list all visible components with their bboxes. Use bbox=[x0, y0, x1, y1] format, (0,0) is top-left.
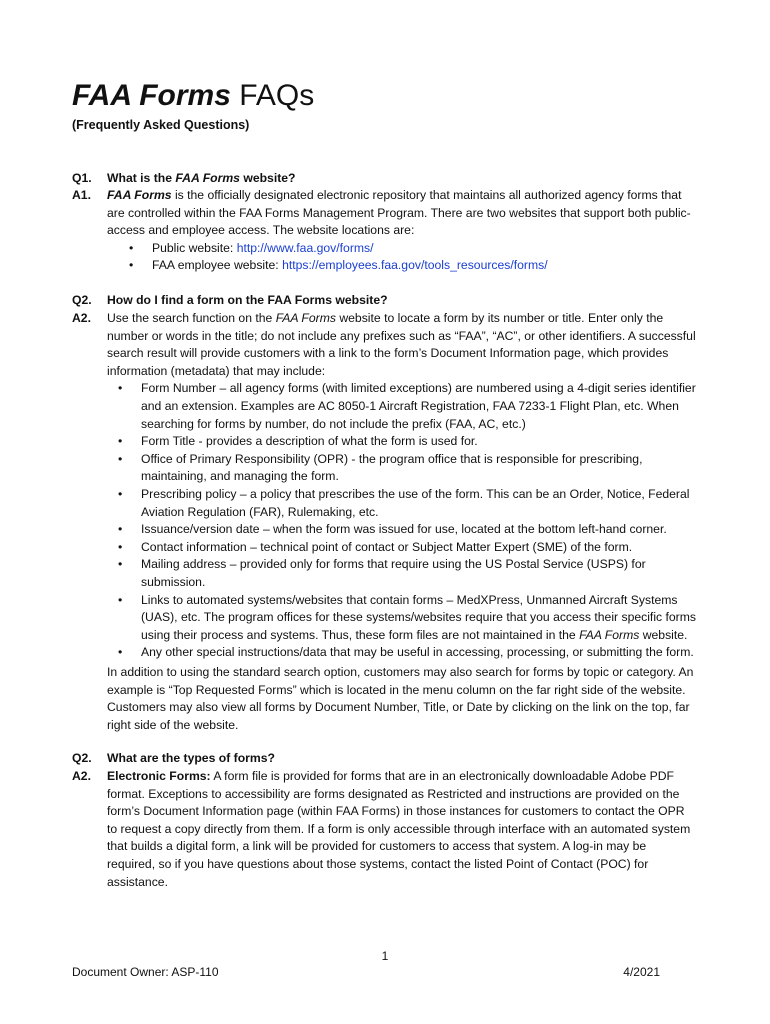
metadata-list bbox=[107, 380, 697, 662]
a2-paragraph bbox=[107, 310, 697, 380]
links-item-pre: Links to automated systems/websites that contain forms – MedXPress, Unmanned Aircraft Systems (UAS), etc. The program offices for these systems/websites require that you access their specific forms using their process and systems. Thus, these form files are not maintained in the bbox=[141, 592, 696, 642]
q2-label: Q2. bbox=[72, 293, 92, 307]
page-title bbox=[72, 76, 314, 116]
website-list bbox=[107, 240, 697, 275]
a3-paragraph bbox=[107, 768, 697, 891]
page-number: 1 bbox=[381, 949, 389, 963]
employee-website-link[interactable]: https://employees.faa.gov/tools_resources/forms/ bbox=[282, 258, 548, 273]
list-item: • Form Title - provides a description of what the form is used for. bbox=[107, 433, 697, 451]
list-item: • Issuance/version date – when the form was issued for use, located at the bottom left-hand corner. bbox=[107, 521, 697, 539]
website-item-employee bbox=[107, 257, 697, 275]
a3-label: A2. bbox=[72, 769, 91, 783]
website-label: Public website: bbox=[152, 240, 237, 255]
list-item: • Form Number – all agency forms (with limited exceptions) are numbered using a 4-digit series identifier and an extension. Examples are AC 8050-1 Aircraft Registration, FAA 7233-1 Flight Plan, etc. When searching for forms by number, do not include the prefix (FAA, AC, etc.) bbox=[107, 380, 697, 433]
title-emphasis: FAA Forms bbox=[72, 79, 231, 112]
a1-label: A1. bbox=[72, 188, 91, 202]
page-subtitle: (Frequently Asked Questions) bbox=[72, 118, 250, 132]
a3-body bbox=[107, 768, 697, 891]
public-website-link[interactable]: http://www.faa.gov/forms/ bbox=[236, 240, 374, 255]
list-item: • Contact information – technical point of contact or Subject Matter Expert (SME) of the form. bbox=[107, 539, 697, 557]
q3-label: Q2. bbox=[72, 751, 92, 765]
links-item-post: website. bbox=[639, 627, 688, 642]
list-item: • Mailing address – provided only for forms that require using the US Postal Service (USPS) for submission. bbox=[107, 556, 697, 591]
q1-text-pre: What is the bbox=[107, 171, 176, 185]
title-rest: FAQs bbox=[230, 79, 315, 112]
list-item: • Office of Primary Responsibility (OPR) - the program office that is responsible for prescribing, maintaining, and managing the form. bbox=[107, 451, 697, 486]
a2-text-pre: Use the search function on the bbox=[107, 311, 276, 325]
a1-paragraph bbox=[107, 187, 697, 240]
q1-text-post: website? bbox=[239, 171, 296, 185]
q1-text bbox=[107, 170, 697, 188]
document-owner: Document Owner: ASP-110 bbox=[72, 965, 219, 979]
a1-text: is the officially designated electronic repository that maintains all authorized agency forms that are controlled within the FAA Forms Management Program. There are two websites that support both public-access and employee access. The website locations are: bbox=[107, 188, 691, 238]
list-item bbox=[107, 592, 697, 645]
q2-text: How do I find a form on the FAA Forms website? bbox=[107, 293, 388, 307]
list-item: • Prescribing policy – a policy that prescribes the use of the form. This can be an Order, Notice, Federal Aviation Regulation (FAR), Rulemaking, etc. bbox=[107, 486, 697, 521]
a2-body bbox=[107, 310, 697, 662]
website-label: FAA employee website: bbox=[152, 258, 283, 273]
a2-closing bbox=[107, 664, 697, 734]
a2-closing-paragraph: In addition to using the standard search option, customers may also search for forms by topic or category. An example is “Top Requested Forms” which is located in the menu column on the far right side of the website. Customers may also view all forms by Document Number, Title, or Date by clicking on the link on the top, far right side of the website. bbox=[107, 665, 694, 732]
q3-text: What are the types of forms? bbox=[107, 751, 275, 765]
a2-text-post: website to locate a form by its number or title. Enter only the number or words in the title; do not include any prefixes such as “FAA”, “AC”, or other identifiers. A successful search result will provide customers with a link to the form’s Document Information page, which provides information (metadata) that may include: bbox=[107, 311, 696, 378]
a1-body bbox=[107, 187, 697, 275]
a1-emphasis: FAA Forms bbox=[107, 188, 172, 202]
a2-label: A2. bbox=[72, 311, 91, 325]
a2-text-em: FAA Forms bbox=[275, 311, 336, 325]
a3-bold-lead: Electronic Forms: bbox=[107, 769, 211, 783]
a3-text: A form file is provided for forms that are in an electronically downloadable Adobe PDF format. Exceptions to accessibility are forms designated as Restricted and instructions are provided on the form’s Document Information page (within FAA Forms) in those instances for customers to contact the OPR to request a copy directly from them. If a form is only accessible through interface with an automated system that builds a digital form, a link will be provided for customers to access that system. A log-in may be required, so if you have questions about those systems, contact the listed Point of Contact (POC) for assistance. bbox=[107, 769, 691, 889]
q1-text-em: FAA Forms bbox=[175, 171, 240, 185]
q1-label: Q1. bbox=[72, 171, 92, 185]
document-date: 4/2021 bbox=[623, 965, 660, 979]
links-item-em: FAA Forms bbox=[579, 627, 640, 642]
list-item: • Any other special instructions/data that may be useful in accessing, processing, or submitting the form. bbox=[107, 644, 697, 662]
website-item-public bbox=[107, 240, 697, 258]
